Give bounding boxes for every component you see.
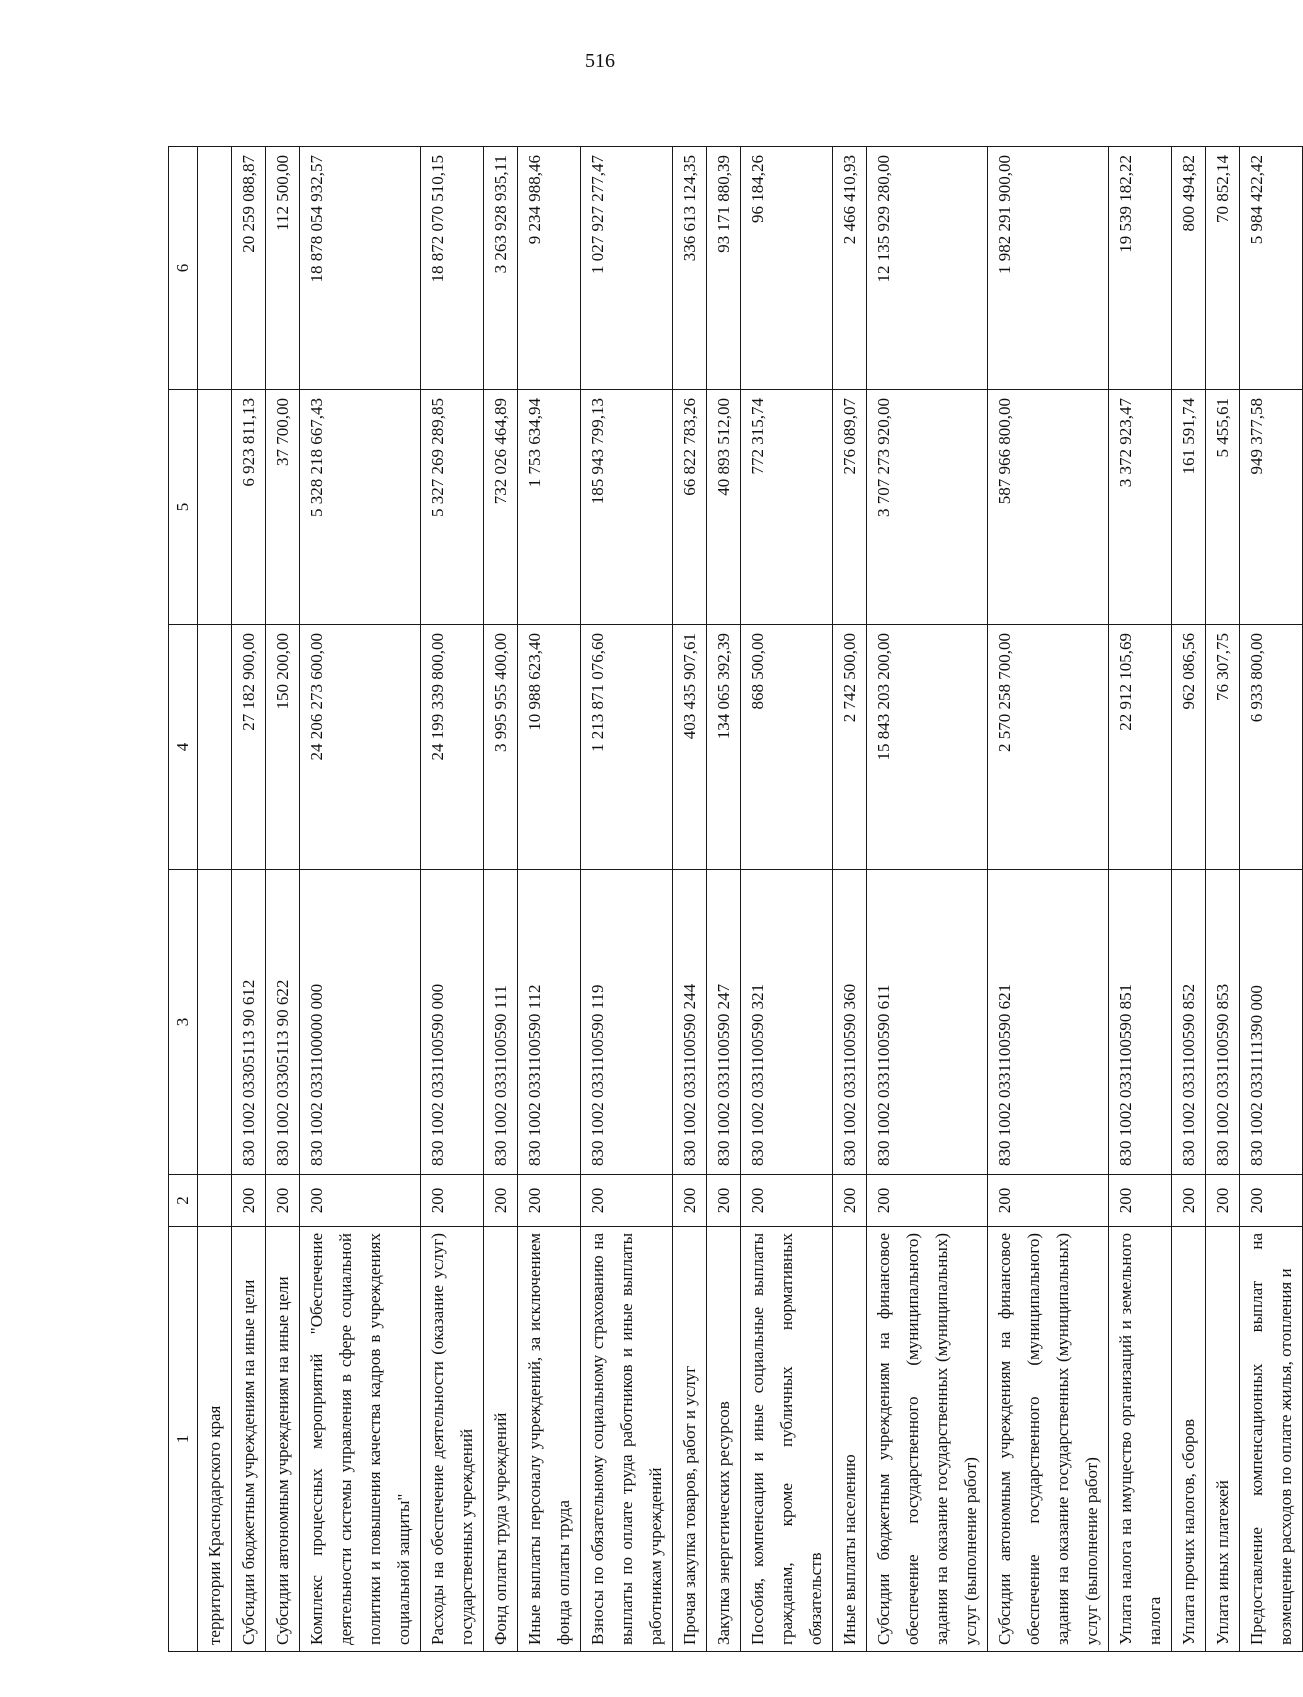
table-row <box>518 147 581 1652</box>
row-approved-amount: 15 843 203 200,00 <box>867 625 988 870</box>
row-approved-amount: 2 570 258 700,00 <box>988 625 1109 870</box>
row-classification-code: 830 1002 0331100590 244 <box>673 870 707 1175</box>
column-header: 6 <box>169 147 198 390</box>
row-remaining-amount: 3 263 928 935,11 <box>484 147 518 390</box>
row-remaining-amount: 93 171 880,39 <box>707 147 741 390</box>
row-code: 200 <box>833 1175 867 1227</box>
row-classification-code: 830 1002 0331100590 119 <box>581 870 673 1175</box>
row-classification-code: 830 1002 0331111390 000 <box>1240 870 1303 1175</box>
row-executed-amount: 40 893 512,00 <box>707 390 741 625</box>
table-row <box>300 147 421 1652</box>
table-row <box>421 147 484 1652</box>
row-executed-amount: 6 923 811,13 <box>232 390 266 625</box>
row-approved-amount: 3 995 955 400,00 <box>484 625 518 870</box>
table-row <box>1240 147 1303 1652</box>
row-approved-amount <box>198 625 232 870</box>
table-row <box>484 147 518 1652</box>
row-description: Уплата налога на имущество организаций и земельного налога <box>1109 1227 1172 1652</box>
row-remaining-amount: 70 852,14 <box>1206 147 1240 390</box>
row-description: Взносы по обязательному социальному страхованию на выплаты по оплате труда работников и иные выплаты работникам учреждений <box>581 1227 673 1652</box>
column-header: 4 <box>169 625 198 870</box>
row-code: 200 <box>1240 1175 1303 1227</box>
row-classification-code: 830 1002 0331100590 851 <box>1109 870 1172 1175</box>
row-approved-amount: 10 988 623,40 <box>518 625 581 870</box>
row-code: 200 <box>581 1175 673 1227</box>
column-header: 1 <box>169 1227 198 1652</box>
row-remaining-amount: 20 259 088,87 <box>232 147 266 390</box>
rotated-table-wrapper <box>168 147 1295 1652</box>
row-executed-amount: 772 315,74 <box>741 390 833 625</box>
row-classification-code: 830 1002 0331100590 852 <box>1172 870 1206 1175</box>
column-header: 2 <box>169 1175 198 1227</box>
row-classification-code: 830 1002 0331100590 360 <box>833 870 867 1175</box>
row-code: 200 <box>1172 1175 1206 1227</box>
row-approved-amount: 962 086,56 <box>1172 625 1206 870</box>
table-row <box>988 147 1109 1652</box>
row-remaining-amount: 1 027 927 277,47 <box>581 147 673 390</box>
table-row <box>1206 147 1240 1652</box>
row-classification-code: 830 1002 0331100590 321 <box>741 870 833 1175</box>
row-code: 200 <box>988 1175 1109 1227</box>
table-row <box>867 147 988 1652</box>
column-header: 5 <box>169 390 198 625</box>
row-classification-code: 830 1002 0331100590 111 <box>484 870 518 1175</box>
row-remaining-amount: 336 613 124,35 <box>673 147 707 390</box>
table-row <box>741 147 833 1652</box>
row-remaining-amount: 800 494,82 <box>1172 147 1206 390</box>
row-remaining-amount: 1 982 291 900,00 <box>988 147 1109 390</box>
row-classification-code: 830 1002 03305113 90 622 <box>266 870 300 1175</box>
row-remaining-amount: 18 878 054 932,57 <box>300 147 421 390</box>
row-description: территории Краснодарского края <box>198 1227 232 1652</box>
row-description: Субсидии бюджетным учреждениям на финансовое обеспечение государственного (муниципального) задания на оказание государственных (муниципальных) услуг (выполнение работ) <box>867 1227 988 1652</box>
row-description: Закупка энергетических ресурсов <box>707 1227 741 1652</box>
row-classification-code: 830 1002 0331100590 621 <box>988 870 1109 1175</box>
table-row <box>1109 147 1172 1652</box>
row-description: Уплата иных платежей <box>1206 1227 1240 1652</box>
row-approved-amount: 24 199 339 800,00 <box>421 625 484 870</box>
row-executed-amount: 37 700,00 <box>266 390 300 625</box>
row-approved-amount: 6 933 800,00 <box>1240 625 1303 870</box>
row-executed-amount: 161 591,74 <box>1172 390 1206 625</box>
table-row <box>1172 147 1206 1652</box>
table-row <box>833 147 867 1652</box>
row-code: 200 <box>421 1175 484 1227</box>
row-code: 200 <box>1206 1175 1240 1227</box>
row-executed-amount: 185 943 799,13 <box>581 390 673 625</box>
row-description: Комплекс процессных мероприятий "Обеспечение деятельности системы управления в сфере социальной политики и повышения качества кадров в учреждениях социальной защиты" <box>300 1227 421 1652</box>
row-remaining-amount: 18 872 070 510,15 <box>421 147 484 390</box>
row-approved-amount: 868 500,00 <box>741 625 833 870</box>
row-executed-amount: 3 707 273 920,00 <box>867 390 988 625</box>
row-remaining-amount <box>198 147 232 390</box>
row-remaining-amount: 96 184,26 <box>741 147 833 390</box>
row-executed-amount: 732 026 464,89 <box>484 390 518 625</box>
row-executed-amount: 1 753 634,94 <box>518 390 581 625</box>
row-description: Пособия, компенсации и иные социальные выплаты гражданам, кроме публичных нормативных обязательств <box>741 1227 833 1652</box>
row-description: Субсидии автономным учреждениям на финансовое обеспечение государственного (муниципального) задания на оказание государственных (муниципальных) услуг (выполнение работ) <box>988 1227 1109 1652</box>
row-description: Прочая закупка товаров, работ и услуг <box>673 1227 707 1652</box>
page-number: 516 <box>585 50 615 72</box>
row-classification-code: 830 1002 0331100590 611 <box>867 870 988 1175</box>
row-classification-code <box>198 870 232 1175</box>
row-classification-code: 830 1002 0331100590 853 <box>1206 870 1240 1175</box>
row-executed-amount: 587 966 800,00 <box>988 390 1109 625</box>
row-description: Расходы на обеспечение деятельности (оказание услуг) государственных учреждений <box>421 1227 484 1652</box>
row-approved-amount: 134 065 392,39 <box>707 625 741 870</box>
row-approved-amount: 2 742 500,00 <box>833 625 867 870</box>
table-row <box>581 147 673 1652</box>
row-code: 200 <box>741 1175 833 1227</box>
row-approved-amount: 22 912 105,69 <box>1109 625 1172 870</box>
row-approved-amount: 76 307,75 <box>1206 625 1240 870</box>
row-approved-amount: 24 206 273 600,00 <box>300 625 421 870</box>
row-remaining-amount: 9 234 988,46 <box>518 147 581 390</box>
row-description: Уплата прочих налогов, сборов <box>1172 1227 1206 1652</box>
row-executed-amount: 5 327 269 289,85 <box>421 390 484 625</box>
row-description: Предоставление компенсационных выплат на возмещение расходов по оплате жилья, отопления и <box>1240 1227 1303 1652</box>
row-code: 200 <box>232 1175 266 1227</box>
row-code: 200 <box>300 1175 421 1227</box>
row-description: Субсидии бюджетным учреждениям на иные цели <box>232 1227 266 1652</box>
table-row <box>232 147 266 1652</box>
row-code: 200 <box>518 1175 581 1227</box>
row-description: Субсидии автономным учреждениям на иные цели <box>266 1227 300 1652</box>
budget-table <box>168 146 1303 1652</box>
table-row <box>198 147 232 1652</box>
row-code: 200 <box>1109 1175 1172 1227</box>
table-body <box>198 147 1303 1652</box>
row-description: Иные выплаты персоналу учреждений, за исключением фонда оплаты труда <box>518 1227 581 1652</box>
row-approved-amount: 27 182 900,00 <box>232 625 266 870</box>
row-approved-amount: 403 435 907,61 <box>673 625 707 870</box>
row-code: 200 <box>673 1175 707 1227</box>
row-executed-amount: 3 372 923,47 <box>1109 390 1172 625</box>
row-executed-amount: 276 089,07 <box>833 390 867 625</box>
row-classification-code: 830 1002 0331100000 000 <box>300 870 421 1175</box>
row-description: Иные выплаты населению <box>833 1227 867 1652</box>
row-description: Фонд оплаты труда учреждений <box>484 1227 518 1652</box>
row-remaining-amount: 19 539 182,22 <box>1109 147 1172 390</box>
row-remaining-amount: 12 135 929 280,00 <box>867 147 988 390</box>
row-classification-code: 830 1002 0331100590 000 <box>421 870 484 1175</box>
table-row <box>266 147 300 1652</box>
table-row <box>673 147 707 1652</box>
row-code <box>198 1175 232 1227</box>
row-code: 200 <box>867 1175 988 1227</box>
column-header: 3 <box>169 870 198 1175</box>
row-executed-amount: 5 455,61 <box>1206 390 1240 625</box>
row-approved-amount: 150 200,00 <box>266 625 300 870</box>
row-code: 200 <box>266 1175 300 1227</box>
row-executed-amount: 5 328 218 667,43 <box>300 390 421 625</box>
row-classification-code: 830 1002 0331100590 112 <box>518 870 581 1175</box>
row-remaining-amount: 5 984 422,42 <box>1240 147 1303 390</box>
row-executed-amount: 949 377,58 <box>1240 390 1303 625</box>
row-classification-code: 830 1002 03305113 90 612 <box>232 870 266 1175</box>
row-executed-amount <box>198 390 232 625</box>
table-row <box>707 147 741 1652</box>
row-executed-amount: 66 822 783,26 <box>673 390 707 625</box>
row-code: 200 <box>484 1175 518 1227</box>
row-approved-amount: 1 213 871 076,60 <box>581 625 673 870</box>
row-code: 200 <box>707 1175 741 1227</box>
row-remaining-amount: 2 466 410,93 <box>833 147 867 390</box>
header-row <box>169 147 198 1652</box>
row-remaining-amount: 112 500,00 <box>266 147 300 390</box>
row-classification-code: 830 1002 0331100590 247 <box>707 870 741 1175</box>
